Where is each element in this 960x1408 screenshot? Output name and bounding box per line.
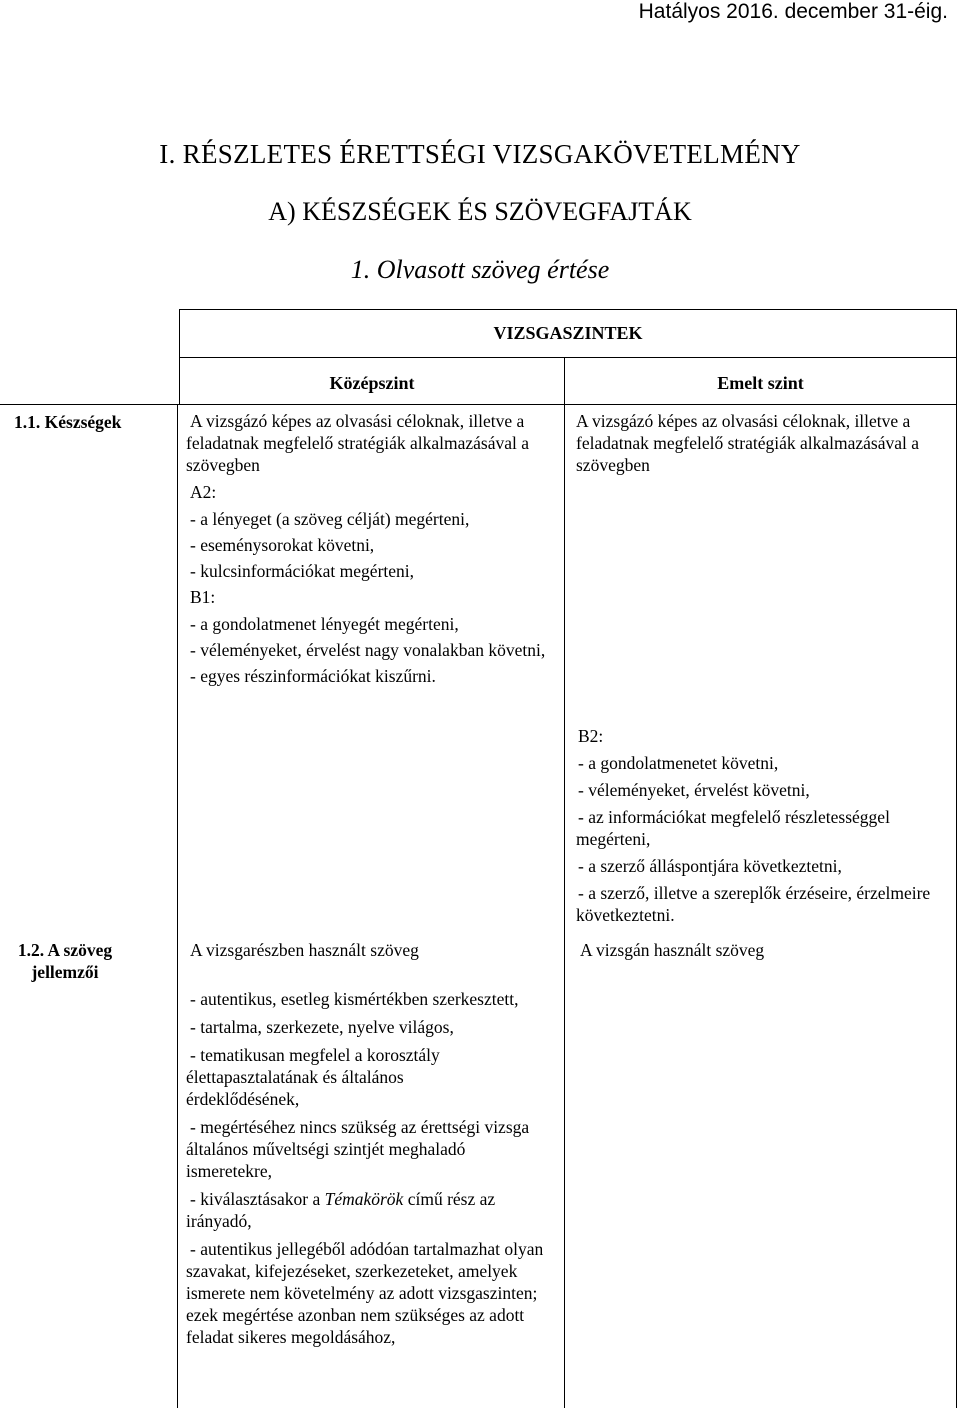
- row2-mid-content: [186, 939, 558, 1348]
- sub-heading-prefix: A): [268, 197, 303, 226]
- table-right-border: [956, 309, 957, 1408]
- row1-mid-item: - eseménysorokat követni,: [190, 535, 375, 555]
- row2-mid-intro: A vizsgarészben használt szöveg: [190, 940, 419, 960]
- row1-mid-item: - a lényeget (a szöveg célját) megérteni,: [190, 509, 470, 529]
- row1-mid-item: - véleményeket, érvelést nagy vonalakban követni,: [190, 640, 546, 660]
- row1-high-item: - a gondolatmenetet követni,: [578, 753, 779, 773]
- row1-mid-level-b1: B1:: [190, 587, 216, 607]
- table-mid-divider: [564, 357, 565, 1408]
- row1-high-item: - a szerző álláspontjára következtetni,: [578, 856, 842, 876]
- table-top-header: VIZSGASZINTEK: [493, 323, 643, 343]
- row-label-line: 1.2. A szöveg: [17, 940, 113, 960]
- validity-note: Hatályos 2016. december 31-éig.: [638, 0, 948, 23]
- row1-high-level-b2: B2:: [578, 726, 604, 746]
- sub-heading-text: KÉSZSÉGEK ÉS SZÖVEGFAJTÁK: [302, 197, 692, 226]
- row2-mid-item: - tartalma, szerkezete, nyelve világos,: [190, 1017, 454, 1037]
- row2-mid-item: - megértéséhez nincs szükség az érettségi vizsga általános műveltségi szintjét meghaladó ismeretekre,: [186, 1117, 530, 1181]
- row1-mid-item: - a gondolatmenet lényegét megérteni,: [190, 614, 459, 634]
- row-label-text-features: [0, 939, 130, 983]
- row2-high-intro: A vizsgán használt szöveg: [580, 940, 765, 960]
- table-top-border: [179, 309, 957, 310]
- sub-heading: [0, 197, 960, 227]
- column-header-high: Emelt szint: [717, 373, 804, 393]
- row1-mid-level-a2: A2:: [190, 482, 217, 502]
- row1-high-item: - a szerző, illetve a szereplők érzéseire, érzelmeire következtetni.: [576, 883, 931, 925]
- row2-mid-item: - autentikus, esetleg kismértékben szerkesztett,: [190, 989, 519, 1009]
- section-heading: 1. Olvasott szöveg értése: [350, 255, 610, 284]
- topics-after: című rész az irányadó,: [186, 1189, 496, 1231]
- row2-mid-item: - tematikusan megfelel a korosztály élettapasztalatának és általános érdeklődésének,: [186, 1045, 440, 1109]
- row-label-skills: 1.1. Készségek: [14, 412, 122, 432]
- row1-mid-intro: A vizsgázó képes az olvasási céloknak, illetve a feladatnak megfelelő stratégiák alkalmazásával a szövegben: [186, 411, 530, 475]
- row1-high-item: - az információkat megfelelő részletességgel megérteni,: [576, 807, 890, 849]
- table-label-divider: [177, 404, 178, 1408]
- main-heading: I. RÉSZLETES ÉRETTSÉGI VIZSGAKÖVETELMÉNY: [159, 139, 801, 169]
- row1-mid-content: [186, 410, 558, 687]
- table-header-divider: [179, 357, 957, 358]
- row2-mid-item-topics: [186, 1188, 558, 1232]
- row1-high-item: - véleményeket, érvelést követni,: [578, 780, 810, 800]
- column-header-mid: Középszint: [329, 373, 415, 393]
- row1-high-b2: [576, 725, 948, 926]
- row-label-line: jellemzői: [31, 962, 99, 982]
- topics-before: - kiválasztásakor a: [190, 1189, 325, 1209]
- row1-high-intro: A vizsgázó képes az olvasási céloknak, illetve a feladatnak megfelelő stratégiák alkalmazásával a szövegben: [576, 411, 920, 475]
- topics-italic: Témakörök: [324, 1189, 404, 1209]
- row2-mid-item: - autentikus jellegéből adódóan tartalmazhat olyan szavakat, kifejezéseket, szerkezeteket, amelyek ismerete nem követelmény az adott vizsgaszinten; ezek megértése azonban nem szükséges az adott feladat sikeres megoldásához,: [186, 1239, 544, 1347]
- row1-mid-item: - egyes részinformációkat kiszűrni.: [190, 666, 436, 686]
- table-columns-divider: [0, 404, 957, 405]
- row1-mid-item: - kulcsinformációkat megérteni,: [190, 561, 415, 581]
